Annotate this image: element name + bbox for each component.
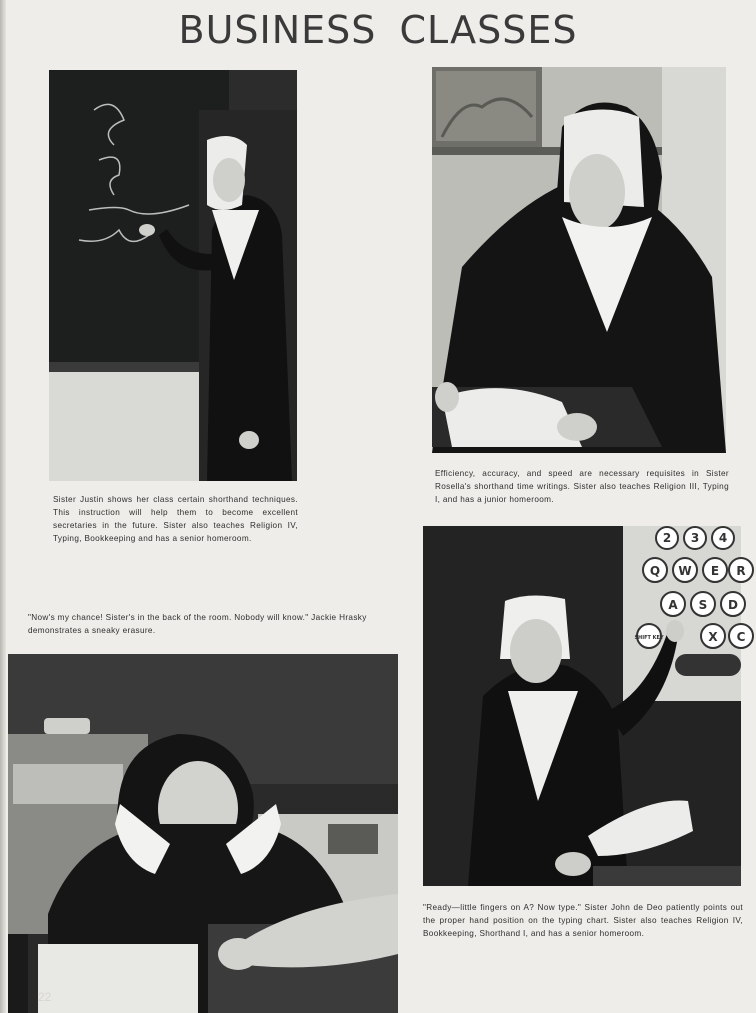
typing-chart-key: D (728, 598, 738, 612)
typing-chart-key: S (698, 598, 708, 612)
caption-jackie-hrasky: "Now's my chance! Sister's in the back of the room. Nobody will know." Jackie Hrasky demonstrates a sneaky erasure. (28, 613, 367, 635)
typing-chart-key: R (736, 564, 746, 578)
photo-nun-pointing-at-typing-chart (423, 526, 746, 886)
typing-chart-key: C (736, 630, 746, 644)
typing-chart-key: E (710, 564, 720, 578)
page-title: BUSINESS CLASSES (178, 8, 578, 52)
photo-nun-at-chalkboard (49, 70, 297, 481)
typing-chart-key: W (678, 564, 692, 578)
caption-sister-justin: Sister Justin shows her class certain shorthand techniques. This instruction will help them to become excellent secretaries in the future. Sister also teaches Religion IV, Typing, Bookkeeping and has a senior homeroom. (53, 495, 298, 543)
typing-chart-key: SHIFT KEY (634, 635, 664, 641)
typing-chart-key: 4 (718, 531, 728, 545)
typing-chart-key: 2 (662, 531, 672, 545)
photo-student-at-typewriter (8, 654, 398, 1013)
page-binding-edge (0, 0, 6, 1013)
typing-chart-key: X (708, 630, 718, 644)
page-number: 22 (38, 990, 52, 1004)
caption-sister-john-de-deo: "Ready—little fingers on A? Now type." Sister John de Deo patiently points out the proper hand position on the typing chart. Sister also teaches Religion IV, Bookkeeping, Shorthand I, and has a senior homeroom. (423, 903, 743, 938)
typing-chart-key: 3 (690, 531, 700, 545)
photo-nun-seated-at-desk (432, 67, 726, 453)
typing-chart-key: Q (649, 564, 661, 578)
caption-sister-rosella: Efficiency, accuracy, and speed are necessary requisites in Sister Rosella's shorthand time writings. Sister also teaches Religion III, Typing I, and has a junior homeroom. (435, 469, 729, 504)
typing-chart-key: A (668, 598, 678, 612)
